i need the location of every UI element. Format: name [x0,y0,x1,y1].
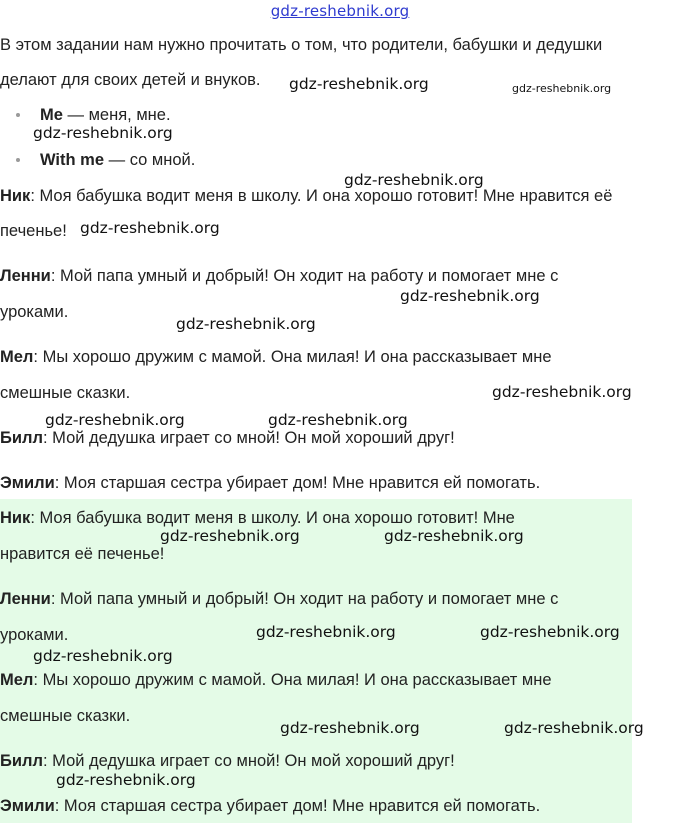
speech-text: : Мой папа умный и добрый! Он ходит на работу и помогает мне с [50,590,559,608]
watermark-text: gdz-reshebnik.org [384,527,524,545]
dialogue-line [0,500,632,536]
dialogue-line-cont: смешные сказки. [0,384,131,402]
definition-meaning: — со мной. [104,151,196,169]
watermark-text: gdz-reshebnik.org [480,623,620,641]
bullet-icon [16,113,20,117]
watermark-text: gdz-reshebnik.org [344,171,484,189]
watermark-text: gdz-reshebnik.org [33,124,173,142]
watermark-text: gdz-reshebnik.org [289,75,429,93]
watermark-text: gdz-reshebnik.org [268,411,408,429]
dialogue-line [0,581,632,617]
watermark-text: gdz-reshebnik.org [280,719,420,737]
watermark-text: gdz-reshebnik.org [400,287,540,305]
speech-text: : Моя старшая сестра убирает дом! Мне нравится ей помогать. [54,797,541,815]
dialogue-line-cont: уроками. [0,626,69,644]
definition-meaning: — меня, мне. [62,106,171,124]
speaker-name: Мел [0,348,34,366]
speech-text: : Мой папа умный и добрый! Он ходит на работу и помогает мне с [50,267,559,285]
dialogue-line [0,339,676,375]
dialogue-line [0,788,632,824]
watermark-text: gdz-reshebnik.org [160,527,300,545]
watermark-text: gdz-reshebnik.org [176,315,316,333]
speech-text: : Мы хорошо дружим с мамой. Она милая! И она рассказывает мне [33,348,552,366]
dialogue-line-cont: нравится её печенье! [0,545,165,563]
speaker-name: Ленни [0,267,51,285]
speech-text: : Моя бабушка водит меня в школу. И она хорошо готовит! Мне [30,509,515,527]
speaker-name: Эмили [0,474,55,492]
watermark-text: gdz-reshebnik.org [45,411,185,429]
watermark-text: gdz-reshebnik.org [33,647,173,665]
speech-text: : Мой дедушка играет со мной! Он мой хороший друг! [42,429,455,447]
watermark-text: gdz-reshebnik.org [80,219,220,237]
speaker-name: Билл [0,429,43,447]
dialogue-line [0,465,676,501]
speaker-name: Мел [0,671,34,689]
speech-text: : Моя старшая сестра убирает дом! Мне нравится ей помогать. [54,474,541,492]
watermark-text: gdz-reshebnik.org [492,383,632,401]
dialogue-line-cont: печенье! [0,222,67,240]
speaker-name: Ник [0,509,31,527]
speaker-name: Эмили [0,797,55,815]
speaker-name: Ленни [0,590,51,608]
site-header-link[interactable]: gdz-reshebnik.org [270,2,410,20]
definition-term: With me [40,151,105,169]
speech-text: : Мы хорошо дружим с мамой. Она милая! И она рассказывает мне [33,671,552,689]
intro-line-1: В этом задании нам нужно прочитать о том, что родители, бабушки и дедушки [0,36,603,54]
watermark-text: gdz-reshebnik.org [504,719,644,737]
watermark-text: gdz-reshebnik.org [512,82,612,95]
speech-text: : Мой дедушка играет со мной! Он мой хороший друг! [42,752,455,770]
speech-text: : Моя бабушка водит меня в школу. И она хорошо готовит! Мне нравится её [30,187,613,205]
dialogue-line-cont: уроками. [0,303,69,321]
watermark-text: gdz-reshebnik.org [56,771,196,789]
definition-term: Me [40,106,63,124]
intro-line-2: делают для своих детей и внуков. [0,71,261,89]
dialogue-line [0,662,632,698]
bullet-icon [16,158,20,162]
dialogue-line [0,258,676,294]
watermark-text: gdz-reshebnik.org [256,623,396,641]
speaker-name: Ник [0,187,31,205]
dialogue-line [0,178,676,214]
speaker-name: Билл [0,752,43,770]
dialogue-line-cont: смешные сказки. [0,707,131,725]
